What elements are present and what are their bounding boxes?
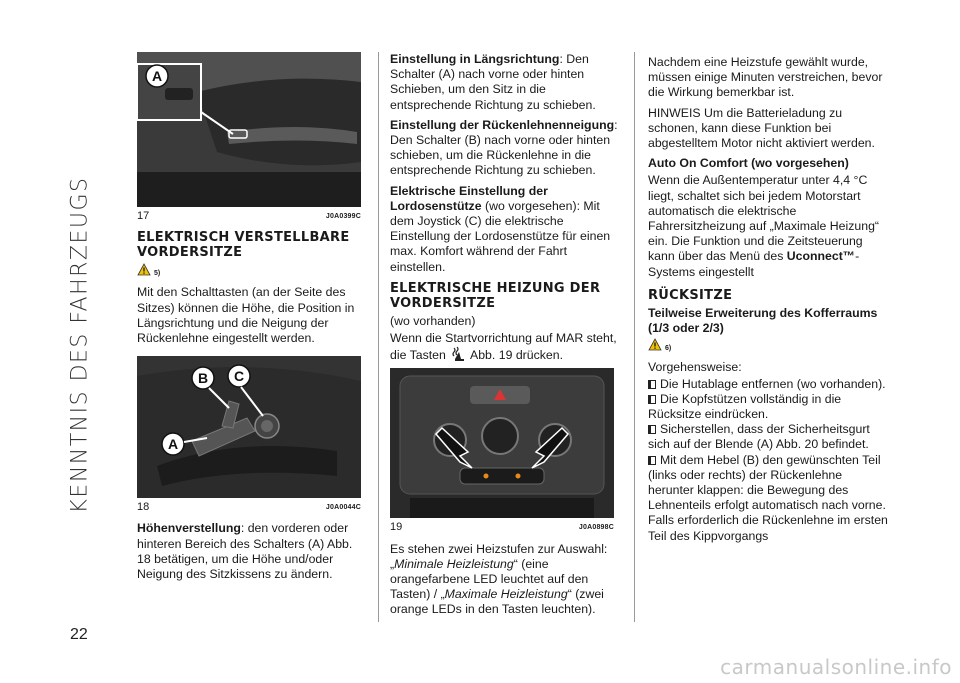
height-adjust-paragraph (137, 521, 365, 582)
figure-code: J0A0044C (325, 504, 361, 512)
backrest-paragraph (390, 118, 622, 179)
warning-reference (648, 338, 888, 356)
column-divider-1 (378, 52, 379, 622)
max-heat-label: Maximale Heizleistung (444, 587, 568, 602)
warning-reference (137, 263, 365, 281)
page-number: 22 (70, 626, 88, 643)
lumbar-paragraph (390, 184, 622, 275)
auto-text-a: Wenn die Außentemperatur unter 4,4 °C liegt, schaltet sich bei jedem Motorstart automatisch die elektrische Fahrersitzheizung auf „Maximale Heizung“ ein. Die Funktion und die Zeitsteuerung kann über das Menü des (648, 173, 880, 264)
list-item (648, 377, 888, 392)
list-item (648, 453, 888, 544)
heading-seat-heating: ELEKTRISCHE HEIZUNG DER VORDERSITZE (390, 280, 601, 311)
levels-text-a: Es stehen zwei Heizstufen zur Auswahl: „ (390, 541, 608, 571)
warning-ref-number: 5) (154, 270, 161, 278)
heading-rear-seats: RÜCKSITZE (648, 287, 733, 303)
list-item (648, 422, 888, 452)
figure-17-caption (137, 209, 361, 224)
trunk-extension-label: Teilweise Erweiterung des Kofferraums (1/3 oder 2/3) (648, 305, 878, 336)
auto-text-b: -Systems eingestellt (648, 249, 860, 279)
longitudinal-text: : Den Schalter (A) nach vorne oder hinten Schieben, um den Sitz in die entsprechende Richtung zu schieben. (390, 52, 596, 112)
auto-on-label: Auto On Comfort (wo vorgesehen) (648, 156, 849, 171)
figure-code: J0A0399C (325, 213, 361, 220)
step-text: Mit dem Hebel (B) den gewünschten Teil (links oder rechts) der Rückenlehne herunter klappen: die Bewegung des Lehnenteils erfolgt automatisch nach vorne. Falls erforderlich die Rückenlehne im ersten Teil des Kippvorgangs (648, 452, 888, 543)
warning-ref-number: 6) (665, 345, 672, 353)
bullet-icon (648, 380, 656, 389)
figure-17 (137, 52, 361, 207)
heating-availability: (wo vorhanden) (390, 313, 476, 328)
column-2 (390, 52, 622, 623)
levels-text-b: “ (eine orangefarbene LED leuchtet auf den Tasten) / „ (390, 556, 589, 602)
heating-text-b: Abb. 19 drücken. (470, 348, 563, 363)
auto-on-paragraph (648, 173, 888, 279)
procedure-label: Vorgehensweise: (648, 360, 742, 375)
heading-power-seats: ELEKTRISCH VERSTELLBARE VORDERSITZE (137, 230, 350, 261)
delay-paragraph: Nachdem eine Heizstufe gewählt wurde, müssen einige Minuten verstreichen, bevor die Wirkung bemerkbar ist. (648, 55, 883, 100)
label-b: B (197, 370, 209, 387)
intro-paragraph: Mit den Schalttasten (an der Seite des Sitzes) können die Höhe, die Position in Längsrichtung und die Neigung der Rückenlehne eingestellt werden. (137, 285, 355, 346)
figure-18-caption (137, 500, 361, 515)
figure-number: 19 (390, 521, 403, 534)
longitudinal-paragraph (390, 52, 622, 113)
list-item (648, 392, 888, 422)
bullet-icon (648, 395, 656, 404)
step-text: Die Kopfstützen vollständig in die Rücksitze eindrücken. (648, 391, 842, 422)
seat-controls-photo (137, 356, 361, 498)
figure-code: J0A0898C (578, 524, 614, 532)
column-1 (137, 52, 365, 587)
figure-19-caption (390, 520, 614, 535)
column-3 (648, 55, 888, 544)
label-a: A (167, 436, 179, 453)
heating-levels-paragraph (390, 542, 622, 618)
seat-switch-photo (137, 52, 361, 207)
longitudinal-label: Einstellung in Längsrichtung (390, 52, 560, 66)
section-title-text: KENNTNIS DES FAHRZEUGS (67, 176, 93, 514)
figure-number: 18 (137, 501, 150, 514)
height-adjust-label: Höhenverstellung (137, 521, 241, 536)
backrest-label: Einstellung der Rückenlehnenneigung (390, 117, 615, 132)
step-text: Die Hutablage entfernen (wo vorhanden). (660, 376, 886, 391)
seat-heater-icon (451, 346, 465, 362)
levels-text-c: “ (zwei orange LEDs in den Tasten leuchten). (390, 587, 604, 617)
heater-buttons-photo (390, 368, 614, 518)
min-heat-label: Minimale Heizleistung (394, 556, 514, 571)
lumbar-text: (wo vorgesehen): Mit dem Joystick (C) die elektrische Einstellung der Lordosenstütze für einen max. Komfort während der Fahrt einstellen. (390, 198, 611, 274)
heating-text-a: Wenn die Startvorrichtung auf MAR steht, die Tasten (390, 331, 617, 363)
label-c: C (233, 368, 245, 385)
uconnect-brand: Uconnect™ (786, 249, 856, 264)
label-a: A (151, 68, 163, 84)
warning-triangle-icon (648, 338, 662, 351)
height-adjust-text: : den vorderen oder hinteren Bereich des Schalters (A) Abb. 18 betätigen, um die Höhe und/oder Neigung des Sitzkissens zu ändern. (137, 521, 353, 582)
bullet-icon (648, 425, 656, 434)
lumbar-label: Elektrische Einstellung der Lordosenstütze (390, 183, 548, 213)
figure-19 (390, 368, 614, 518)
figure-number: 17 (137, 210, 150, 222)
backrest-text: : Den Schalter (B) nach vorne oder hinten schieben, um die Rückenlehne in die entsprechende Richtung zu schieben. (390, 117, 618, 178)
note-paragraph: HINWEIS Um die Batterieladung zu schonen, kann diese Funktion bei abgestelltem Motor nicht aktiviert werden. (648, 105, 875, 151)
warning-triangle-icon (137, 263, 151, 276)
bullet-icon (648, 456, 656, 465)
step-list (648, 377, 888, 544)
column-divider-2 (634, 52, 635, 622)
figure-18 (137, 356, 361, 498)
watermark: carmanualsonline.info (720, 655, 952, 679)
step-text: Sicherstellen, dass der Sicherheitsgurt sich auf der Blende (A) Abb. 20 befindet. (648, 422, 870, 452)
heating-instruction (390, 331, 622, 363)
